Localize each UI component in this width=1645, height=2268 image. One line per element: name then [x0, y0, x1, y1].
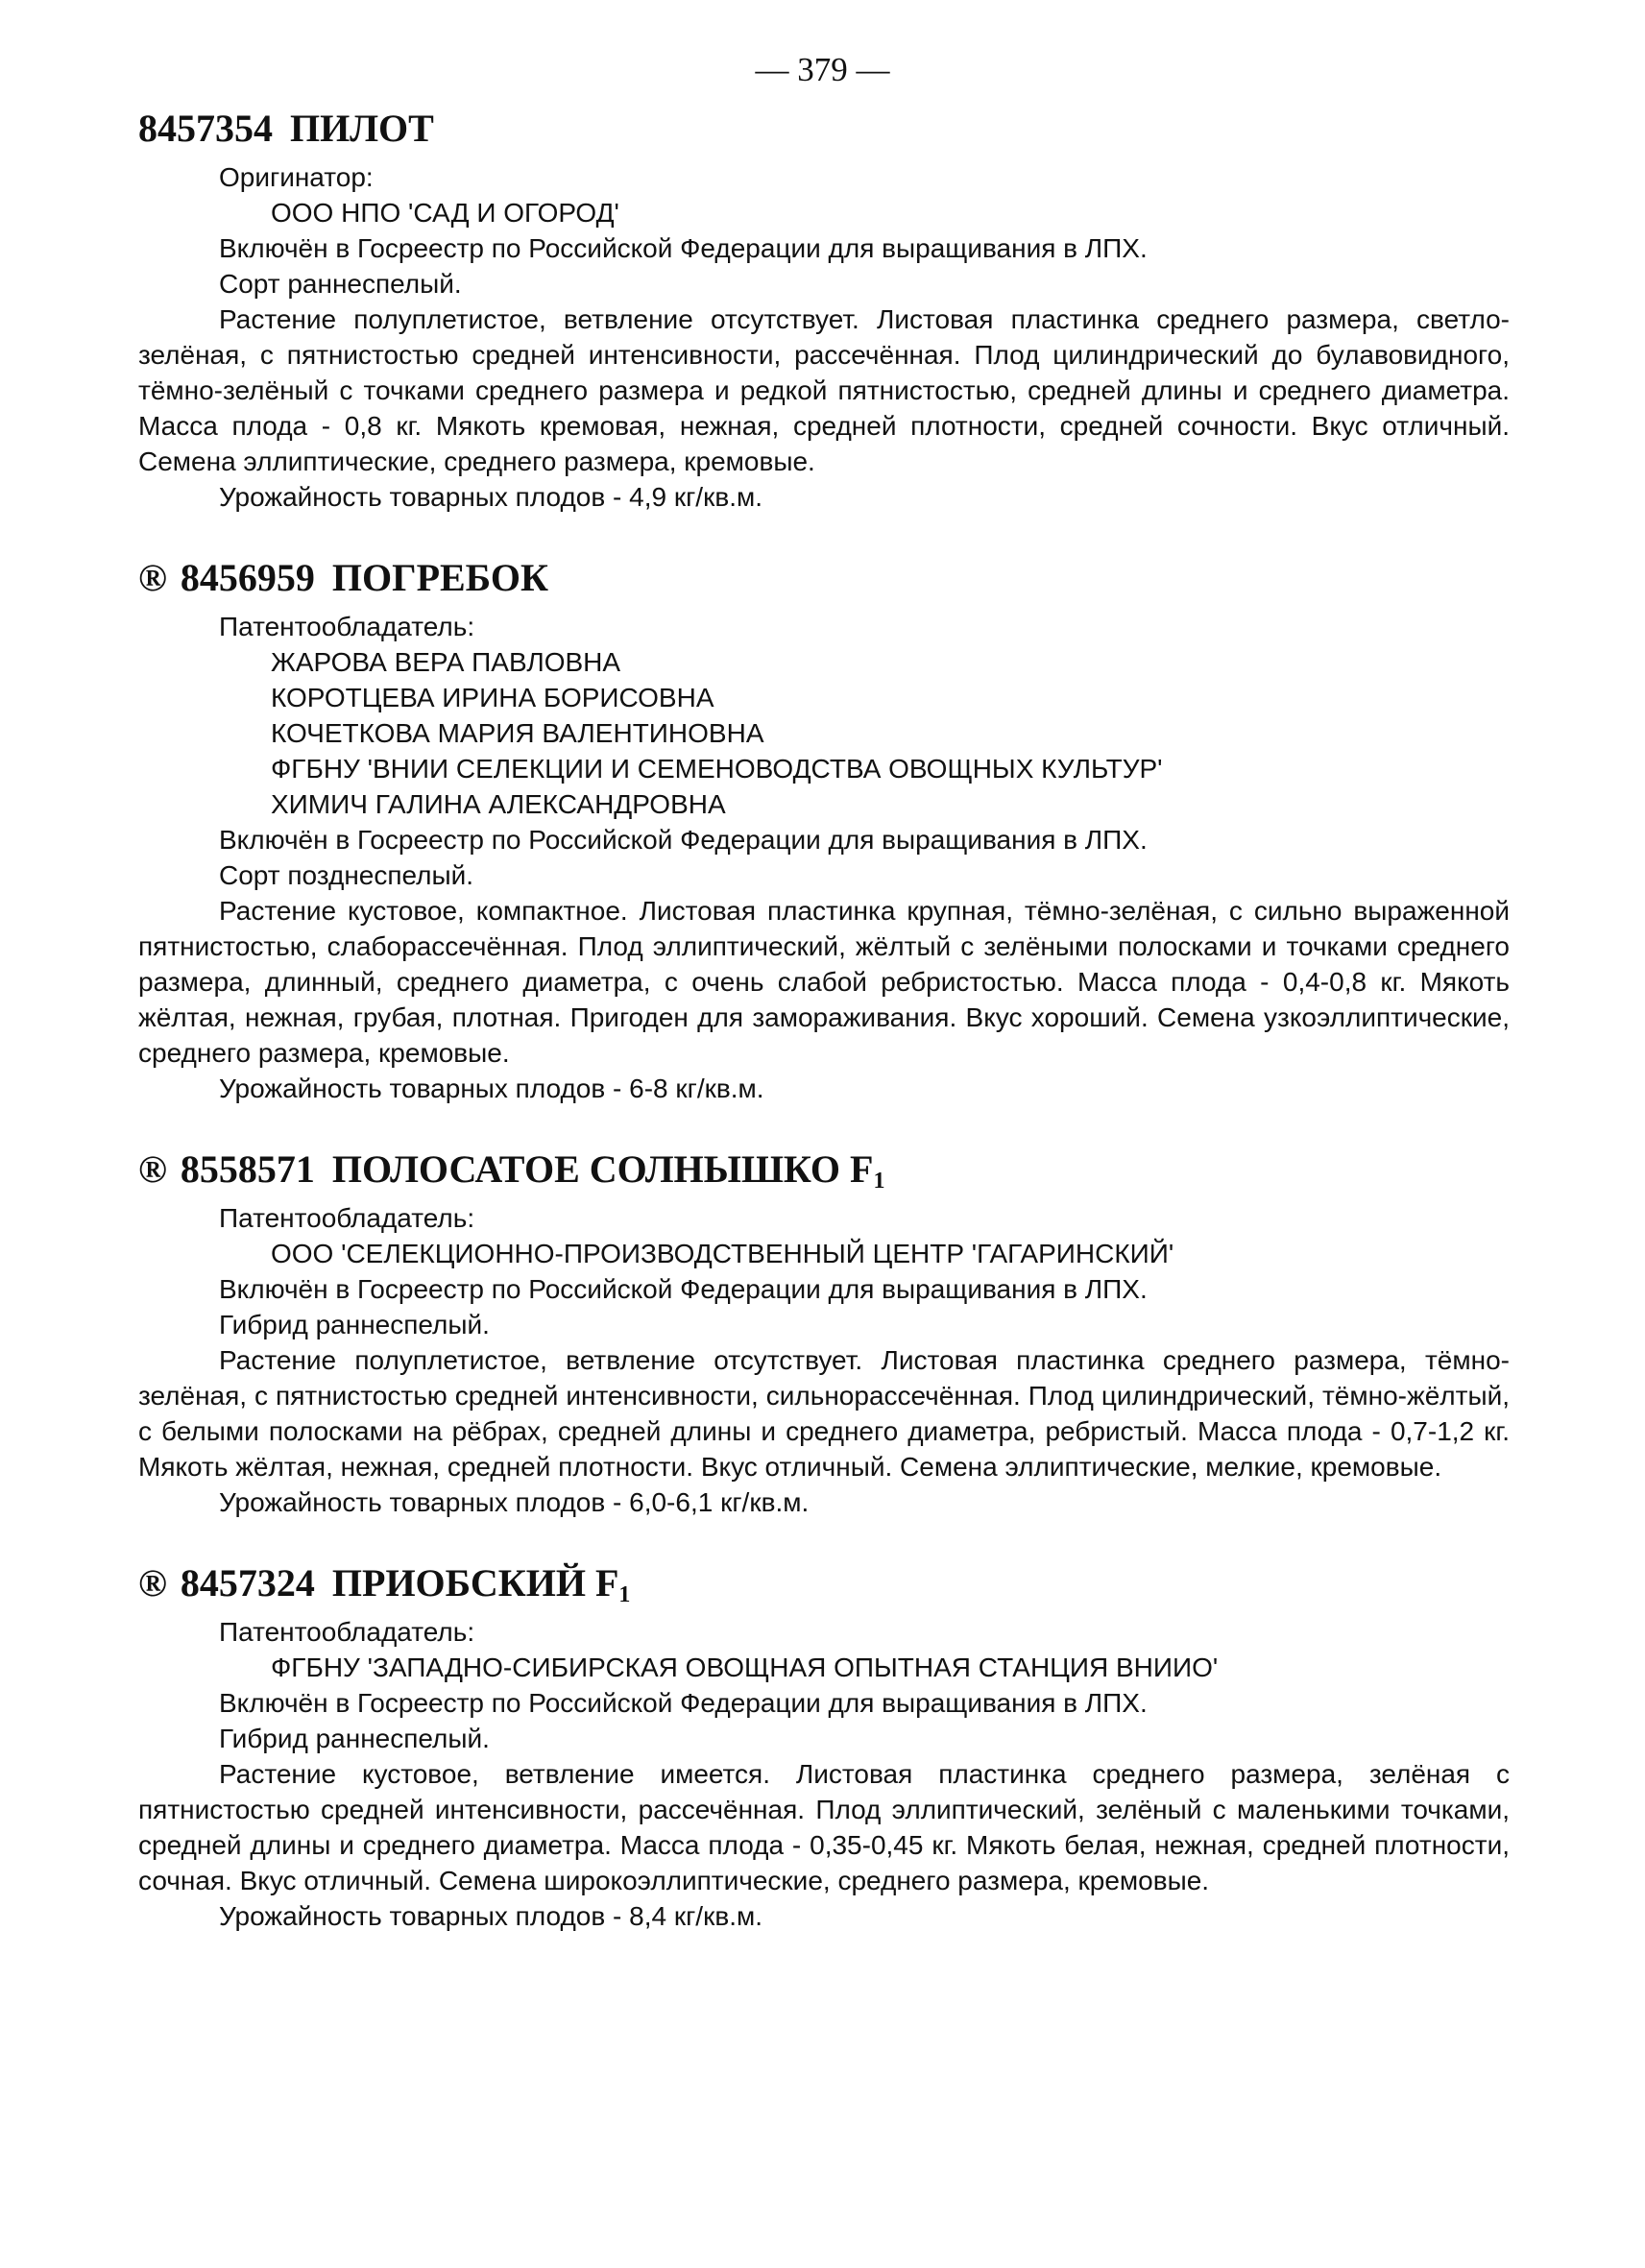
maturity-note: Сорт позднеспелый.	[219, 860, 474, 890]
page-number: — 379 —	[755, 51, 890, 88]
registry-note: Включён в Госреестр по Российской Федерации для выращивания в ЛПХ.	[219, 1688, 1148, 1718]
holder-name: ХИМИЧ ГАЛИНА АЛЕКСАНДРОВНА	[271, 789, 726, 819]
variety-name: ПИЛОТ	[290, 107, 434, 150]
holder-name: КОЧЕТКОВА МАРИЯ ВАЛЕНТИНОВНА	[271, 718, 764, 748]
yield-note: Урожайность товарных плодов - 6,0-6,1 кг/кв.м.	[219, 1487, 810, 1517]
variety-description: Растение кустовое, ветвление имеется. Листовая пластинка среднего размера, зелёная с пятнистостью средней интенсивности, рассечённая. Плод эллиптический, зелёный с маленькими точками, средней длины и среднего диаметра. Масса плода - 0,35-0,45 кг. Мякоть белая, нежная, средней плотности, сочная. Вкус отличный. Семена широкоэллиптические, среднего размера, кремовые.	[138, 1759, 1510, 1895]
yield-note: Урожайность товарных плодов - 8,4 кг/кв.м.	[219, 1901, 763, 1931]
holder-name: КОРОТЦЕВА ИРИНА БОРИСОВНА	[271, 683, 714, 712]
variety-description: Растение полуплетистое, ветвление отсутствует. Листовая пластинка среднего размера, тёмно-зелёная, с пятнистостью средней интенсивности, сильнорассечённая. Плод цилиндрический, тёмно-жёлтый, с белыми полосками на рёбрах, средней длины и среднего диаметра, ребристый. Масса плода - 0,7-1,2 кг. Мякоть жёлтая, нежная, средней плотности. Вкус отличный. Семена эллиптические, мелкие, кремовые.	[138, 1345, 1510, 1482]
variety-description: Растение кустовое, компактное. Листовая пластинка крупная, тёмно-зелёная, с сильно выраженной пятнистостью, слаборассечённая. Плод эллиптический, жёлтый с зелёными полосками и точками среднего размера, длинный, среднего диаметра, с очень слабой ребристостью. Масса плода - 0,4-0,8 кг. Мякоть жёлтая, нежная, грубая, плотная. Пригоден для замораживания. Вкус хороший. Семена узкоэллиптические, среднего размера, кремовые.	[138, 896, 1510, 1068]
holder-label: Патентообладатель:	[219, 1203, 475, 1233]
variety-title	[138, 553, 1510, 603]
holder-label: Патентообладатель:	[219, 612, 475, 641]
holder-name: ЖАРОВА ВЕРА ПАВЛОВНА	[271, 647, 621, 677]
variety-number: 8457354	[138, 107, 273, 150]
variety-entry	[138, 553, 1510, 1106]
variety-title	[138, 104, 1510, 154]
registry-note: Включён в Госреестр по Российской Федерации для выращивания в ЛПХ.	[219, 1274, 1148, 1304]
maturity-note: Сорт раннеспелый.	[219, 269, 462, 299]
variety-description: Растение полуплетистое, ветвление отсутствует. Листовая пластинка среднего размера, светло-зелёная, с пятнистостью средней интенсивности, рассечённая. Плод цилиндрический до булавовидного, тёмно-зелёный с точками среднего размера и редкой пятнистостью, средней длины и среднего диаметра. Масса плода - 0,8 кг. Мякоть кремовая, нежная, средней плотности, средней сочности. Вкус отличный. Семена эллиптические, среднего размера, кремовые.	[138, 304, 1510, 476]
registry-note: Включён в Госреестр по Российской Федерации для выращивания в ЛПХ.	[219, 233, 1148, 263]
maturity-note: Гибрид раннеспелый.	[219, 1724, 490, 1753]
holder-name: ФГБНУ 'ВНИИ СЕЛЕКЦИИ И СЕМЕНОВОДСТВА ОВОЩНЫХ КУЛЬТУР'	[271, 754, 1163, 784]
variety-number: 8558571	[180, 1147, 315, 1191]
variety-number: 8457324	[180, 1561, 315, 1604]
holder-name: ООО НПО 'САД И ОГОРОД'	[271, 198, 619, 228]
variety-entry	[138, 1145, 1510, 1520]
yield-note: Урожайность товарных плодов - 6-8 кг/кв.м.	[219, 1074, 764, 1103]
variety-title	[138, 1145, 1510, 1194]
hybrid-subscript: 1	[873, 1169, 885, 1194]
holder-name: ФГБНУ 'ЗАПАДНО-СИБИРСКАЯ ОВОЩНАЯ ОПЫТНАЯ СТАНЦИЯ ВНИИО'	[271, 1653, 1219, 1682]
hybrid-subscript: 1	[618, 1582, 631, 1607]
maturity-note: Гибрид раннеспелый.	[219, 1310, 490, 1339]
holder-name: ООО 'СЕЛЕКЦИОННО-ПРОИЗВОДСТВЕННЫЙ ЦЕНТР 'ГАГАРИНСКИЙ'	[271, 1239, 1174, 1268]
variety-name: ПОЛОСАТОЕ СОЛНЫШКО F	[331, 1147, 874, 1191]
holder-label: Патентообладатель:	[219, 1617, 475, 1647]
variety-number: 8456959	[180, 556, 315, 599]
variety-entry	[138, 104, 1510, 515]
variety-name: ПОГРЕБОК	[331, 556, 548, 599]
holder-label: Оригинатор:	[219, 162, 374, 192]
registry-note: Включён в Госреестр по Российской Федерации для выращивания в ЛПХ.	[219, 825, 1148, 855]
variety-title	[138, 1558, 1510, 1608]
yield-note: Урожайность товарных плодов - 4,9 кг/кв.м.	[219, 482, 763, 512]
page-content	[138, 104, 1510, 1934]
variety-entry	[138, 1558, 1510, 1934]
registered-mark: ®	[138, 556, 167, 599]
registered-mark: ®	[138, 1561, 167, 1604]
registered-mark: ®	[138, 1147, 167, 1191]
variety-name: ПРИОБСКИЙ F	[331, 1561, 619, 1604]
